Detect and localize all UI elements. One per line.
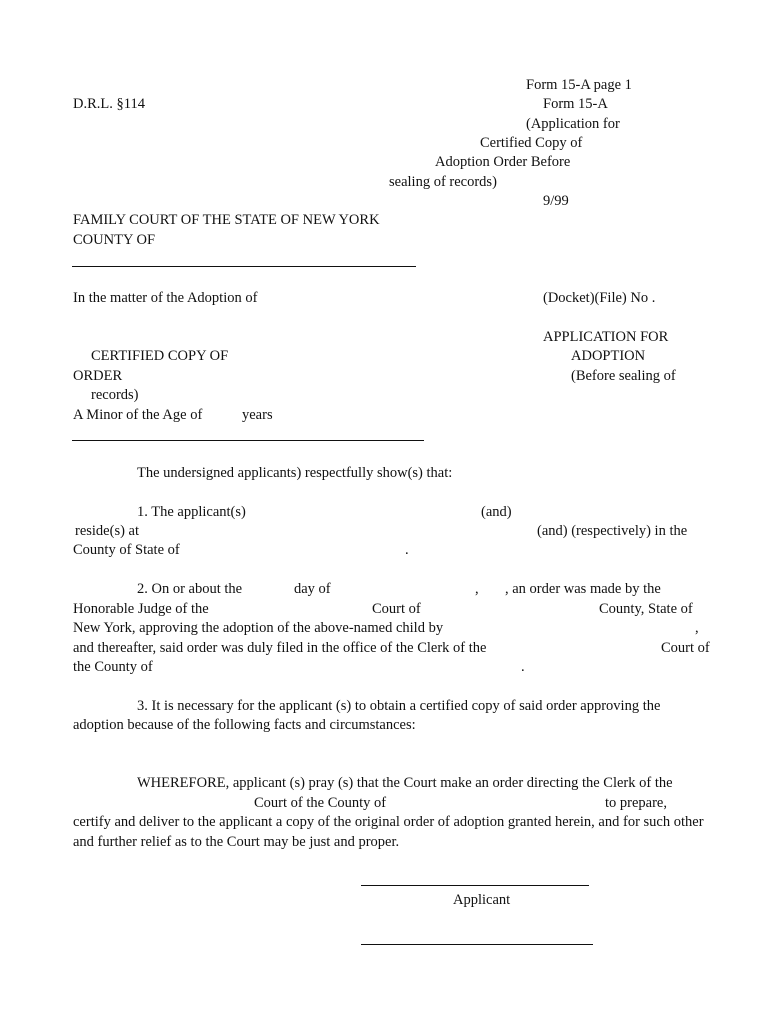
form-description-line3: Adoption Order Before: [435, 154, 571, 170]
paragraph-2-period: .: [521, 659, 525, 675]
adoption-matter: In the matter of the Adoption of: [73, 290, 258, 306]
signature-line: [361, 885, 589, 886]
wherefore-line2: Court of the County of: [254, 795, 387, 811]
paragraph-1-and: (and): [481, 504, 512, 520]
wherefore-line4: and further relief as to the Court may be just and proper.: [73, 834, 400, 850]
paragraph-2-day-of: day of: [294, 581, 331, 597]
application-title-line1: APPLICATION FOR: [543, 329, 669, 345]
statute-reference: D.R.L. §114: [73, 96, 145, 112]
form-revision-date: 9/99: [543, 193, 569, 209]
court-county: COUNTY OF: [73, 232, 156, 248]
years-label: years: [242, 407, 273, 423]
paragraph-2-line5: the County of: [73, 659, 153, 675]
form-description-line1: (Application for: [526, 116, 620, 132]
paragraph-2-line3-comma: ,: [695, 620, 699, 636]
paragraph-3-line2: adoption because of the following facts and circumstances:: [73, 717, 416, 733]
wherefore-to-prepare: to prepare,: [605, 795, 667, 811]
applicant-label: Applicant: [453, 892, 511, 908]
wherefore-line1: WHEREFORE, applicant (s) pray (s) that the Court make an order directing the Clerk of the: [137, 775, 673, 791]
certified-copy-label: CERTIFIED COPY OF: [91, 348, 229, 364]
application-title-line2: ADOPTION: [571, 348, 646, 364]
paragraph-1-line2: reside(s) at: [75, 523, 140, 539]
paragraph-2-line1: 2. On or about the: [137, 581, 243, 597]
caption-bottom-rule: [72, 440, 424, 441]
caption-top-rule: [72, 266, 416, 267]
court-name: FAMILY COURT OF THE STATE OF NEW YORK: [73, 212, 380, 228]
paragraph-2-line2: Honorable Judge of the: [73, 601, 209, 617]
application-title-line3: (Before sealing of: [571, 368, 676, 384]
minor-age-label: A Minor of the Age of: [73, 407, 203, 423]
paragraph-2-order-made: , an order was made by the: [505, 581, 661, 597]
order-label: ORDER: [73, 368, 123, 384]
paragraph-2-line4-court-of: Court of: [661, 640, 710, 656]
paragraph-2-county-state: County, State of: [599, 601, 693, 617]
form-page-label: Form 15-A page 1: [526, 77, 632, 93]
form-description-line4: sealing of records): [389, 174, 497, 190]
wherefore-line3: certify and deliver to the applicant a copy of the original order of adoption granted herein, and for such other: [73, 814, 704, 830]
paragraph-1-line1: 1. The applicant(s): [137, 504, 246, 520]
second-signature-line: [361, 944, 593, 945]
paragraph-2-comma: ,: [475, 581, 479, 597]
form-description-line2: Certified Copy of: [480, 135, 583, 151]
form-number: Form 15-A: [543, 96, 608, 112]
intro-statement: The undersigned applicants) respectfully show(s) that:: [137, 465, 453, 481]
paragraph-1-respectively: (and) (respectively) in the: [537, 523, 688, 539]
paragraph-2-court-of: Court of: [372, 601, 421, 617]
paragraph-1-period: .: [405, 542, 409, 558]
paragraph-1-line3: County of State of: [73, 542, 180, 558]
paragraph-2-line3: New York, approving the adoption of the above-named child by: [73, 620, 444, 636]
paragraph-2-line4: and thereafter, said order was duly filed in the office of the Clerk of the: [73, 640, 487, 656]
records-label: records): [91, 387, 139, 403]
paragraph-3-line1: 3. It is necessary for the applicant (s) to obtain a certified copy of said order approving the: [137, 698, 661, 714]
docket-number: (Docket)(File) No .: [543, 290, 656, 306]
